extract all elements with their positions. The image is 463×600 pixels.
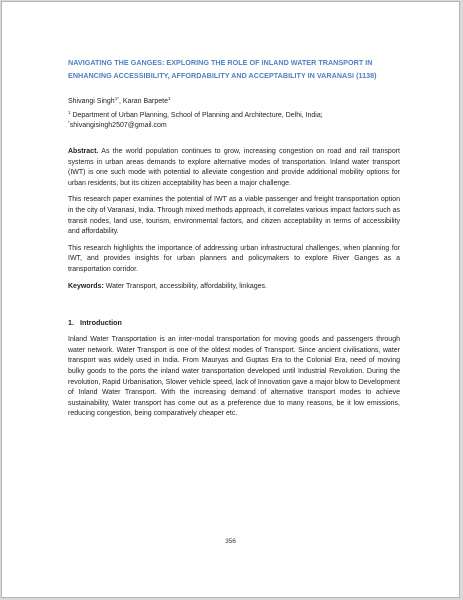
paper-title: NAVIGATING THE GANGES: EXPLORING THE ROLE OF INLAND WATER TRANSPORT IN ENHANCING ACCESSIBILITY, AFFORDABILITY AND ACCEPTABILITY IN VARANASI (1138) [68, 58, 377, 80]
author-superscript: 1* [114, 96, 119, 101]
author-name: Shivangi Singh [68, 98, 115, 105]
keywords-text: Water Transport, accessibility, affordability, linkages. [103, 282, 267, 290]
body-paragraph: Inland Water Transportation is an inter-modal transportation for moving goods and passengers through water network. Water Transport is one of the oldest modes of Transport. Since ancient civilisations, water transport was widely used in India. From Mauryas and Guptas Era to the Colonial Era, need of moving bulky goods to the ports the inland water transportation developed until Industrial Revolution. During the revolution, Rapid Urbanisation, Slower vehicle speed, lack of Innovation gave a major blow to Development of Inland Water Transport. With the increasing demand of alternative transport modes to achieve sustainability, Water transport has come out as a preference due to many reasons, be it low emissions, reducing congestion, being comparatively cheaper etc. [68, 336, 400, 418]
abstract-paragraph: This research highlights the importance of addressing urban infrastructural challenges, when planning for IWT, and provides insights for urban planners and policymakers to explore River Ganges as a transportation corridor. [68, 244, 400, 273]
author-email: shivangisingh2507@gmail.com [69, 122, 167, 129]
affiliation-superscript: 1 [68, 110, 71, 115]
abstract-paragraph: This research paper examines the potential of IWT as a viable passenger and freight transportation option in the city of Varanasi, India. Through mixed methods approach, it correlates various impact factors such as transit nodes, land use, tourism, environmental factors, and citizen acceptability in terms of accessibility and affordability. [68, 196, 401, 236]
author-superscript: 1 [168, 96, 171, 101]
keywords [68, 282, 400, 293]
affiliation [68, 111, 400, 131]
section-heading [68, 318, 400, 328]
document-page [1, 1, 460, 598]
abstract-paragraph [68, 147, 400, 189]
page-number: 356 [225, 538, 236, 545]
author-name: Karan Barpete [122, 98, 169, 105]
affiliation-text: Department of Urban Planning, School of Planning and Architecture, Delhi, India; [70, 112, 323, 119]
abstract-label: Abstract. [68, 148, 99, 155]
abstract-text: As the world population continues to grow, increasing congestion on road and rail transport systems in urban areas demands to explore alternative modes of transportation. Inland water transport (IWT) is one such mode with potential to alleviate congestion and provide additional mobility options for urban residents, but its citizen acceptability has been a major challenge. [68, 148, 400, 187]
author-separator: , [118, 98, 123, 105]
section-number: 1. [68, 318, 74, 328]
section-title: Introduction [80, 318, 122, 328]
keywords-label: Keywords: [68, 282, 104, 290]
page-content [68, 57, 400, 426]
email-superscript: * [68, 120, 70, 125]
author-line [68, 97, 400, 107]
